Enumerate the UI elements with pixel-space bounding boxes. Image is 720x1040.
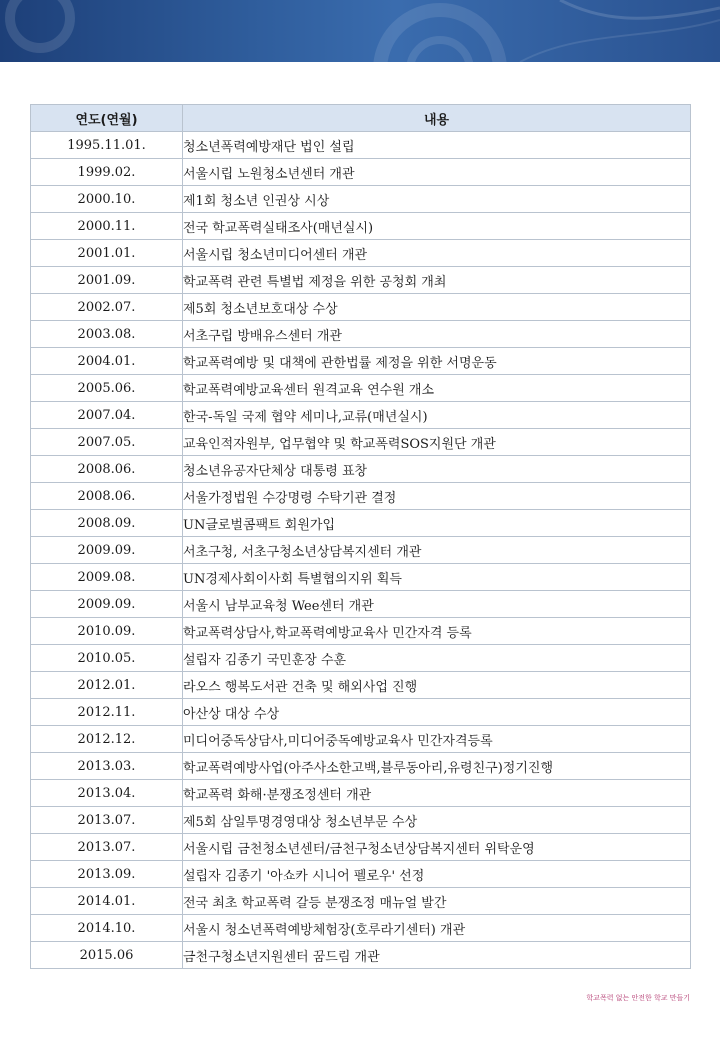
row-content: 학교폭력 관련 특별법 제정을 위한 공청회 개최 — [183, 267, 691, 294]
table-row — [31, 240, 691, 267]
table-row — [31, 807, 691, 834]
row-content: 아산상 대상 수상 — [183, 699, 691, 726]
row-content: 한국-독일 국제 협약 세미나,교류(매년실시) — [183, 402, 691, 429]
row-content: 라오스 행복도서관 건축 및 해외사업 진행 — [183, 672, 691, 699]
row-year: 2012.12. — [31, 726, 183, 753]
table-row — [31, 510, 691, 537]
history-table — [30, 104, 691, 969]
table-row — [31, 132, 691, 159]
row-year: 2000.11. — [31, 213, 183, 240]
row-content: 서울시립 노원청소년센터 개관 — [183, 159, 691, 186]
row-year: 2008.06. — [31, 483, 183, 510]
table-row — [31, 915, 691, 942]
table-row — [31, 186, 691, 213]
row-year: 2013.04. — [31, 780, 183, 807]
row-year: 2004.01. — [31, 348, 183, 375]
row-content: 학교폭력예방교육센터 원격교육 연수원 개소 — [183, 375, 691, 402]
table-row — [31, 753, 691, 780]
row-content: 학교폭력예방 및 대책에 관한법률 제정을 위한 서명운동 — [183, 348, 691, 375]
row-year: 2009.09. — [31, 591, 183, 618]
row-content: UN글로벌콤팩트 회원가입 — [183, 510, 691, 537]
table-row — [31, 456, 691, 483]
row-year: 2010.09. — [31, 618, 183, 645]
row-content: 서울시립 청소년미디어센터 개관 — [183, 240, 691, 267]
row-content: 서울시 청소년폭력예방체험장(호루라기센터) 개관 — [183, 915, 691, 942]
row-year: 2000.10. — [31, 186, 183, 213]
header-year: 연도(연월) — [31, 105, 183, 132]
row-content: 설립자 김종기 국민훈장 수훈 — [183, 645, 691, 672]
table-row — [31, 942, 691, 969]
row-year: 2013.07. — [31, 807, 183, 834]
table-row — [31, 726, 691, 753]
row-year: 2010.05. — [31, 645, 183, 672]
row-content: 서울시립 금천청소년센터/금천구청소년상담복지센터 위탁운영 — [183, 834, 691, 861]
row-content: 금천구청소년지원센터 꿈드림 개관 — [183, 942, 691, 969]
row-content: 설립자 김종기 '아쇼카 시니어 펠로우' 선정 — [183, 861, 691, 888]
row-content: 제5회 청소년보호대상 수상 — [183, 294, 691, 321]
row-content: 제1회 청소년 인권상 시상 — [183, 186, 691, 213]
row-content: 서초구청, 서초구청소년상담복지센터 개관 — [183, 537, 691, 564]
table-body — [31, 132, 691, 969]
row-year: 2001.01. — [31, 240, 183, 267]
row-year: 2002.07. — [31, 294, 183, 321]
table-row — [31, 321, 691, 348]
table-row — [31, 672, 691, 699]
row-year: 2008.09. — [31, 510, 183, 537]
row-year: 2009.09. — [31, 537, 183, 564]
row-year: 1995.11.01. — [31, 132, 183, 159]
row-content: 학교폭력예방사업(아주사소한고백,블루동아리,유령친구)정기진행 — [183, 753, 691, 780]
row-content: 학교폭력 화해·분쟁조정센터 개관 — [183, 780, 691, 807]
table-row — [31, 834, 691, 861]
row-year: 2003.08. — [31, 321, 183, 348]
row-year: 2014.01. — [31, 888, 183, 915]
row-year: 2007.05. — [31, 429, 183, 456]
table-row — [31, 618, 691, 645]
table-row — [31, 348, 691, 375]
footer-text: 학교폭력 없는 안전한 학교 만들기 — [586, 994, 690, 1002]
table-header-row — [31, 105, 691, 132]
table-row — [31, 591, 691, 618]
row-year: 2009.08. — [31, 564, 183, 591]
row-content: 전국 학교폭력실태조사(매년실시) — [183, 213, 691, 240]
row-year: 2014.10. — [31, 915, 183, 942]
row-content: 서초구립 방배유스센터 개관 — [183, 321, 691, 348]
row-year: 2012.01. — [31, 672, 183, 699]
table-row — [31, 402, 691, 429]
row-year: 2007.04. — [31, 402, 183, 429]
table-row — [31, 213, 691, 240]
row-year: 2005.06. — [31, 375, 183, 402]
row-year: 1999.02. — [31, 159, 183, 186]
table-row — [31, 267, 691, 294]
row-year: 2015.06 — [31, 942, 183, 969]
table-row — [31, 564, 691, 591]
row-content: 제5회 삼일투명경영대상 청소년부문 수상 — [183, 807, 691, 834]
row-content: 미디어중독상담사,미디어중독예방교육사 민간자격등록 — [183, 726, 691, 753]
row-content: UN경제사회이사회 특별협의지위 획득 — [183, 564, 691, 591]
row-content: 서울가정법원 수강명령 수탁기관 결정 — [183, 483, 691, 510]
row-content: 교육인적자원부, 업무협약 및 학교폭력SOS지원단 개관 — [183, 429, 691, 456]
row-content: 서울시 남부교육청 Wee센터 개관 — [183, 591, 691, 618]
header-content: 내용 — [183, 105, 691, 132]
row-content: 학교폭력상담사,학교폭력예방교육사 민간자격 등록 — [183, 618, 691, 645]
table-row — [31, 294, 691, 321]
row-year: 2013.09. — [31, 861, 183, 888]
table-row — [31, 159, 691, 186]
row-year: 2013.03. — [31, 753, 183, 780]
row-content: 전국 최초 학교폭력 갈등 분쟁조정 매뉴얼 발간 — [183, 888, 691, 915]
table-row — [31, 861, 691, 888]
table-row — [31, 483, 691, 510]
table-row — [31, 699, 691, 726]
table-row — [31, 888, 691, 915]
table-row — [31, 645, 691, 672]
header-banner — [0, 0, 720, 62]
table-row — [31, 780, 691, 807]
table-row — [31, 537, 691, 564]
row-year: 2012.11. — [31, 699, 183, 726]
table-row — [31, 375, 691, 402]
row-content: 청소년유공자단체상 대통령 표창 — [183, 456, 691, 483]
table-row — [31, 429, 691, 456]
row-year: 2008.06. — [31, 456, 183, 483]
row-year: 2001.09. — [31, 267, 183, 294]
row-year: 2013.07. — [31, 834, 183, 861]
banner-decoration — [0, 0, 720, 62]
row-content: 청소년폭력예방재단 법인 설립 — [183, 132, 691, 159]
